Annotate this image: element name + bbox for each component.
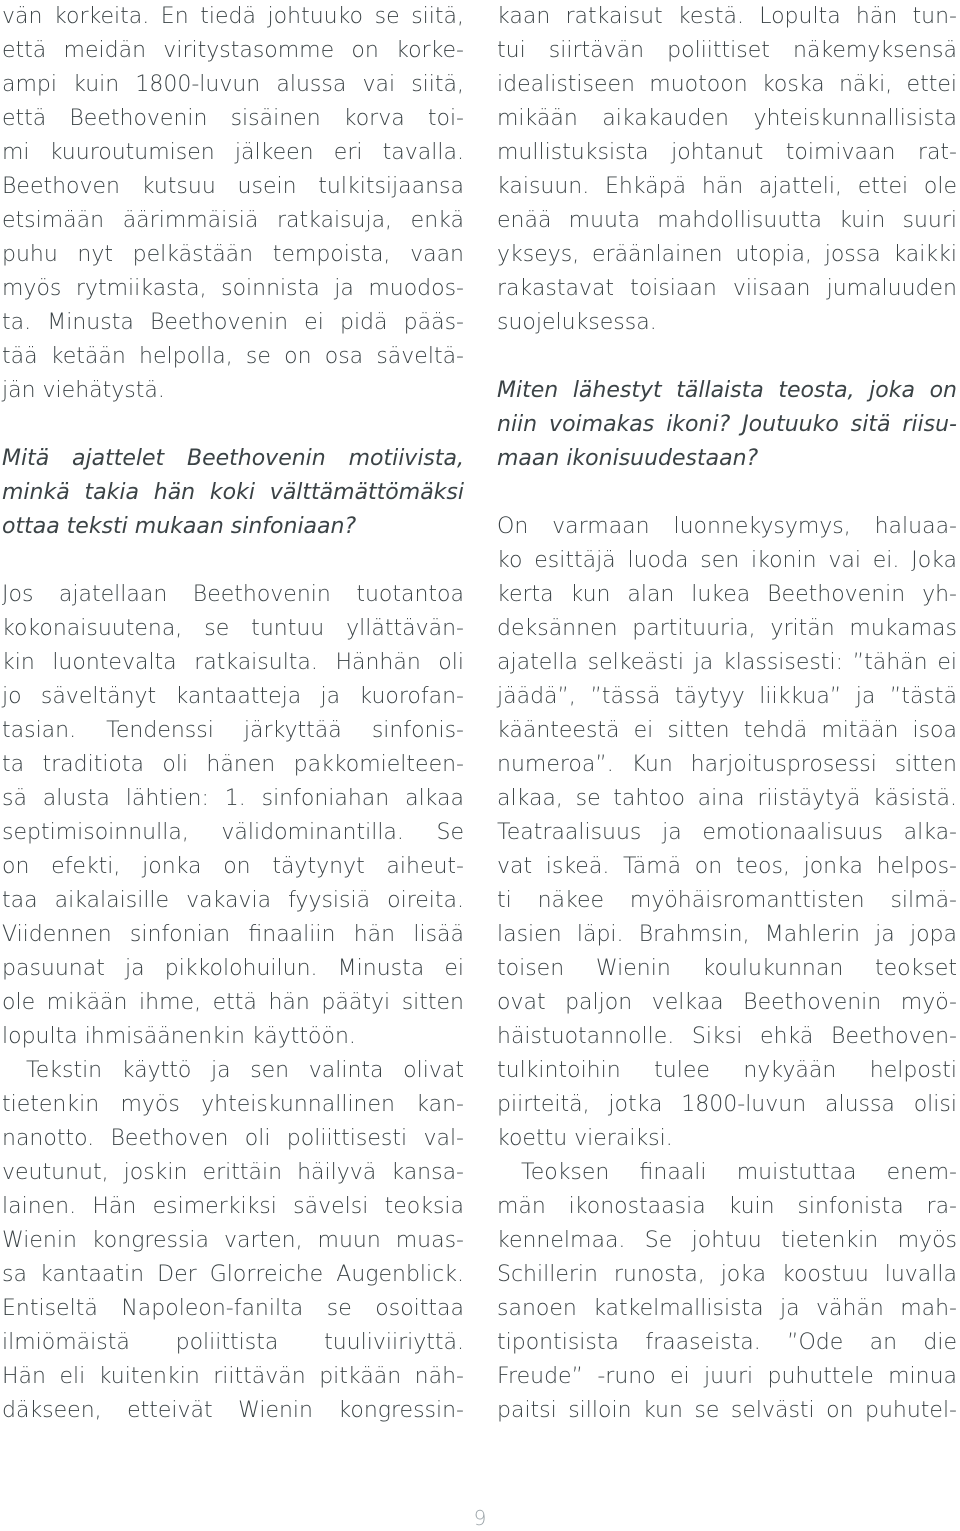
text-line: tietenkin myös yhteiskunnallinen kan- [2,1092,464,1117]
paragraph-gap [2,544,464,578]
text-line: vat iskeä. Tämä on teos, jonka helpos- [497,854,957,879]
text-line: ykseys, eräänlainen utopia, jossa kaikki [497,242,957,267]
text-line: ko esittäjä luoda sen ikonin vai ei. Joka [497,548,957,573]
text-line: Freude” -runo ei juuri puhuttele minua [497,1364,957,1389]
paragraph [497,0,957,340]
text-line: ajatella selkeästi ja klassisesti: ”tähän ei [497,650,957,675]
text-line: alkaa, se tahtoo aina riistäytyä käsistä. [497,786,957,811]
text-line: mikään aikakauden yhteiskunnallisista [497,106,957,131]
text-line: vän korkeita. En tiedä johtuuko se siitä, [2,4,464,29]
text-line: rakastavat toisiaan viisaan jumaluuden [497,276,957,301]
text-line: Teoksen finaali muistuttaa enem- [521,1160,957,1185]
question-line: minkä takia hän koki välttämättömäksi [2,480,464,505]
text-line: jo säveltänyt kantaatteja ja kuorofan- [2,684,464,709]
text-line: taa aikalaisille vakavia fyysisiä oireita. [2,888,464,913]
text-line: piirteitä, jotka 1800-luvun alussa olisi [497,1092,957,1117]
text-line: tulkintoihin tulee nykyään helposti [497,1058,957,1083]
text-line: etsimään äärimmäisiä ratkaisuja, enkä [2,208,464,233]
text-line: että meidän viritystasomme on korke- [2,38,464,63]
text-line: tipontisista fraaseista. ”Ode an die [497,1330,957,1355]
text-line: enää muuta mahdollisuutta kuin suuri [497,208,957,233]
text-line: tasian. Tendenssi järkyttää sinfonis- [2,718,464,743]
question-line: ottaa teksti mukaan sinfoniaan? [2,514,357,539]
text-line: pasuunat ja pikkolohuilun. Minusta ei [2,956,464,981]
text-line: lasien läpi. Brahmsin, Mahlerin ja jopa [497,922,957,947]
text-line: ta traditiota oli hänen pakkomielteen- [2,752,464,777]
text-line: mi kuuroutumisen jälkeen eri tavalla. [2,140,464,165]
paragraph-gap [497,476,957,510]
text-line: kaan ratkaisut kestä. Lopulta hän tun- [497,4,957,29]
text-line: Jos ajatellaan Beethovenin tuotantoa [2,582,464,607]
text-line: On varmaan luonnekysymys, haluaa- [497,514,957,539]
text-line: sa kantaatin Der Glorreiche Augenblick. [2,1262,464,1287]
paragraph [2,578,464,1054]
text-line: puhu nyt pelkästään tempoista, vaan [2,242,464,267]
text-line: däkseen, etteivät Wienin kongressin- [2,1398,464,1423]
text-line: kennelmaa. Se johtuu tietenkin myös [497,1228,957,1253]
text-line: ole mikään ihme, että hän päätyi sitten [2,990,464,1015]
text-line: kaisuun. Ehkäpä hän ajatteli, ettei ole [497,174,957,199]
text-line: Tekstin käyttö ja sen valinta olivat [26,1058,464,1083]
text-line: häistuotannolle. Siksi ehkä Beethoven- [497,1024,957,1049]
paragraph [497,1156,957,1428]
text-line: Entiseltä Napoleon-fanilta se osoittaa [2,1296,464,1321]
text-line: ilmiömäistä poliittista tuuliviiriyttä. [2,1330,464,1355]
question-line: Mitä ajattelet Beethovenin motiivista, [2,446,464,471]
text-line: Viidennen sinfonian finaaliin hän lisää [2,922,464,947]
text-line: lopulta ihmisäänenkin käyttöön. [2,1024,356,1049]
text-line: Teatraalisuus ja emotionaalisuus alka- [497,820,957,845]
text-line: tää ketään helpolla, se on osa säveltä- [2,344,464,369]
text-line: ta. Minusta Beethovenin ei pidä pääs- [2,310,464,335]
question-line: Miten lähestyt tällaista teosta, joka on [497,378,957,403]
text-line: idealistiseen muotoon koska näki, ettei [497,72,957,97]
paragraph [497,510,957,1156]
page-number: 9 [473,1506,487,1530]
text-line: käänteestä ei sitten tehdä mitään isoa [497,718,957,743]
text-line: toisen Wienin koulukunnan teokset [497,956,957,981]
text-line: mullistuksista johtanut toimivaan rat- [497,140,957,165]
text-line: paitsi silloin kun se selvästi on puhutel- [497,1398,957,1423]
text-line: kin luontevalta ratkaisulta. Hänhän oli [2,650,464,675]
text-line: sä alusta lähtien: 1. sinfoniahan alkaa [2,786,464,811]
text-line: Wienin kongressia varten, muun muas- [2,1228,464,1253]
text-line: jäädä”, ”tässä täytyy liikkua” ja ”tästä [497,684,957,709]
text-line: lainen. Hän esimerkiksi sävelsi teoksia [2,1194,464,1219]
paragraph-gap [2,408,464,442]
text-line: män ikonostaasia kuin sinfonista ra- [497,1194,957,1219]
text-line: tui siirtävän poliittiset näkemyksensä [497,38,957,63]
paragraph-gap [497,340,957,374]
paragraph [2,0,464,408]
text-line: jän viehätystä. [2,378,165,403]
text-line: numeroa”. Kun harjoitusprosessi sitten [497,752,957,777]
text-line: kokonaisuutena, se tuntuu yllättävän- [2,616,464,641]
text-line: sanoen katkelmallisista ja vähän mah- [497,1296,957,1321]
text-line: ovat paljon velkaa Beethovenin myö- [497,990,957,1015]
text-line: Beethoven kutsuu usein tulkitsijaansa [2,174,464,199]
text-line: veutunut, joskin erittäin häilyvä kansa- [2,1160,464,1185]
text-line: ti näkee myöhäisromanttisten silmä- [497,888,957,913]
text-line: suojeluksessa. [497,310,657,335]
text-line: nanotto. Beethoven oli poliittisesti val- [2,1126,464,1151]
interview-question [497,374,957,476]
text-line: että Beethovenin sisäinen korva toi- [2,106,464,131]
text-line: deksännen partituuria, yritän mukamas [497,616,957,641]
paragraph [2,1054,464,1428]
text-line: ampi kuin 1800-luvun alussa vai siitä, [2,72,464,97]
interview-question [2,442,464,544]
text-line: kerta kun alan lukea Beethovenin yh- [497,582,957,607]
question-line: niin voimakas ikoni? Joutuuko sitä riisu- [497,412,957,437]
text-line: septimisoinnulla, välidominantilla. Se [2,820,464,845]
text-line: Hän eli kuitenkin riittävän pitkään näh- [2,1364,464,1389]
right-column [497,0,957,1428]
text-line: Schillerin runosta, joka koostuu luvalla [497,1262,957,1287]
text-line: koettu vieraiksi. [497,1126,673,1151]
question-line: maan ikonisuudestaan? [497,446,759,471]
text-line: myös rytmiikasta, soinnista ja muodos- [2,276,464,301]
left-column [2,0,464,1428]
text-line: on efekti, jonka on täytynyt aiheut- [2,854,464,879]
